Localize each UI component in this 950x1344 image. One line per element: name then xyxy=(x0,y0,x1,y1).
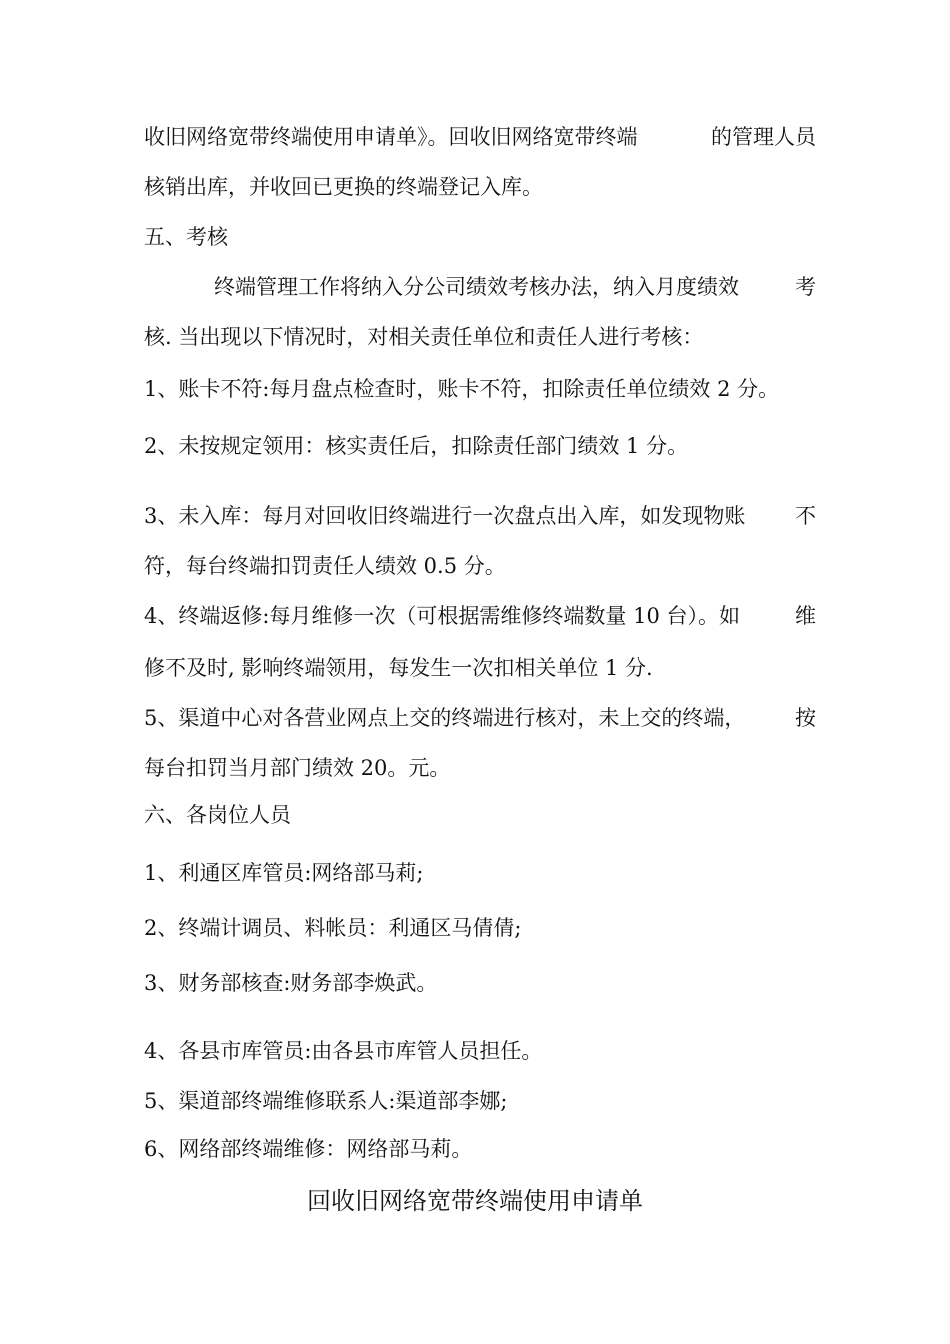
text-segment: 3、未入库：每月对回收旧终端进行一次盘点出入库，如发现物账 xyxy=(144,504,746,528)
text-segment: 考 xyxy=(795,275,816,299)
list-item: 6、网络部终端维修：网络部马莉。 xyxy=(144,1137,473,1161)
text-segment: 不 xyxy=(795,504,816,528)
list-item xyxy=(144,702,816,734)
list-item: 1、账卡不符:每月盘点检查时，账卡不符，扣除责任单位绩效 2 分。 xyxy=(144,377,780,401)
list-item: 2、终端计调员、料帐员：利通区马倩倩; xyxy=(144,916,522,940)
list-item-continuation: 修不及时, 影响终端领用，每发生一次扣相关单位 1 分. xyxy=(144,656,653,680)
text-segment: 终端管理工作将纳入分公司绩效考核办法，纳入月度绩效 xyxy=(214,275,739,299)
list-item: 3、财务部核查:财务部李焕武。 xyxy=(144,971,438,995)
list-item-continuation: 每台扣罚当月部门绩效 20。元。 xyxy=(144,756,451,780)
list-item: 1、利通区库管员:网络部马莉; xyxy=(144,861,424,885)
list-item: 4、各县市库管员:由各县市库管人员担任。 xyxy=(144,1039,543,1063)
list-item: 2、未按规定领用：核实责任后，扣除责任部门绩效 1 分。 xyxy=(144,434,689,458)
paragraph-line xyxy=(144,121,816,153)
text-segment: 4、终端返修:每月维修一次（可根据需维修终端数量 10 台）。如 xyxy=(144,604,741,628)
section-heading: 六、各岗位人员 xyxy=(144,803,291,827)
text-segment: 的管理人员 xyxy=(711,125,816,149)
form-title: 回收旧网络宽带终端使用申请单 xyxy=(307,1187,643,1215)
text-segment: 按 xyxy=(795,706,816,730)
list-item-continuation: 符，每台终端扣罚责任人绩效 0.5 分。 xyxy=(144,554,506,578)
list-item xyxy=(144,600,816,632)
text-segment: 5、渠道中心对各营业网点上交的终端进行核对，未上交的终端， xyxy=(144,706,746,730)
list-item xyxy=(144,500,816,532)
paragraph-line: 核. 当出现以下情况时，对相关责任单位和责任人进行考核： xyxy=(144,325,704,349)
paragraph-line: 核销出库，并收回已更换的终端登记入库。 xyxy=(144,175,543,199)
text-segment: 维 xyxy=(795,604,816,628)
list-item: 5、渠道部终端维修联系人:渠道部李娜; xyxy=(144,1089,508,1113)
text-segment: 收旧网络宽带终端使用申请单》。回收旧网络宽带终端 xyxy=(144,125,638,149)
section-heading: 五、考核 xyxy=(144,225,228,249)
paragraph-line xyxy=(214,271,816,303)
